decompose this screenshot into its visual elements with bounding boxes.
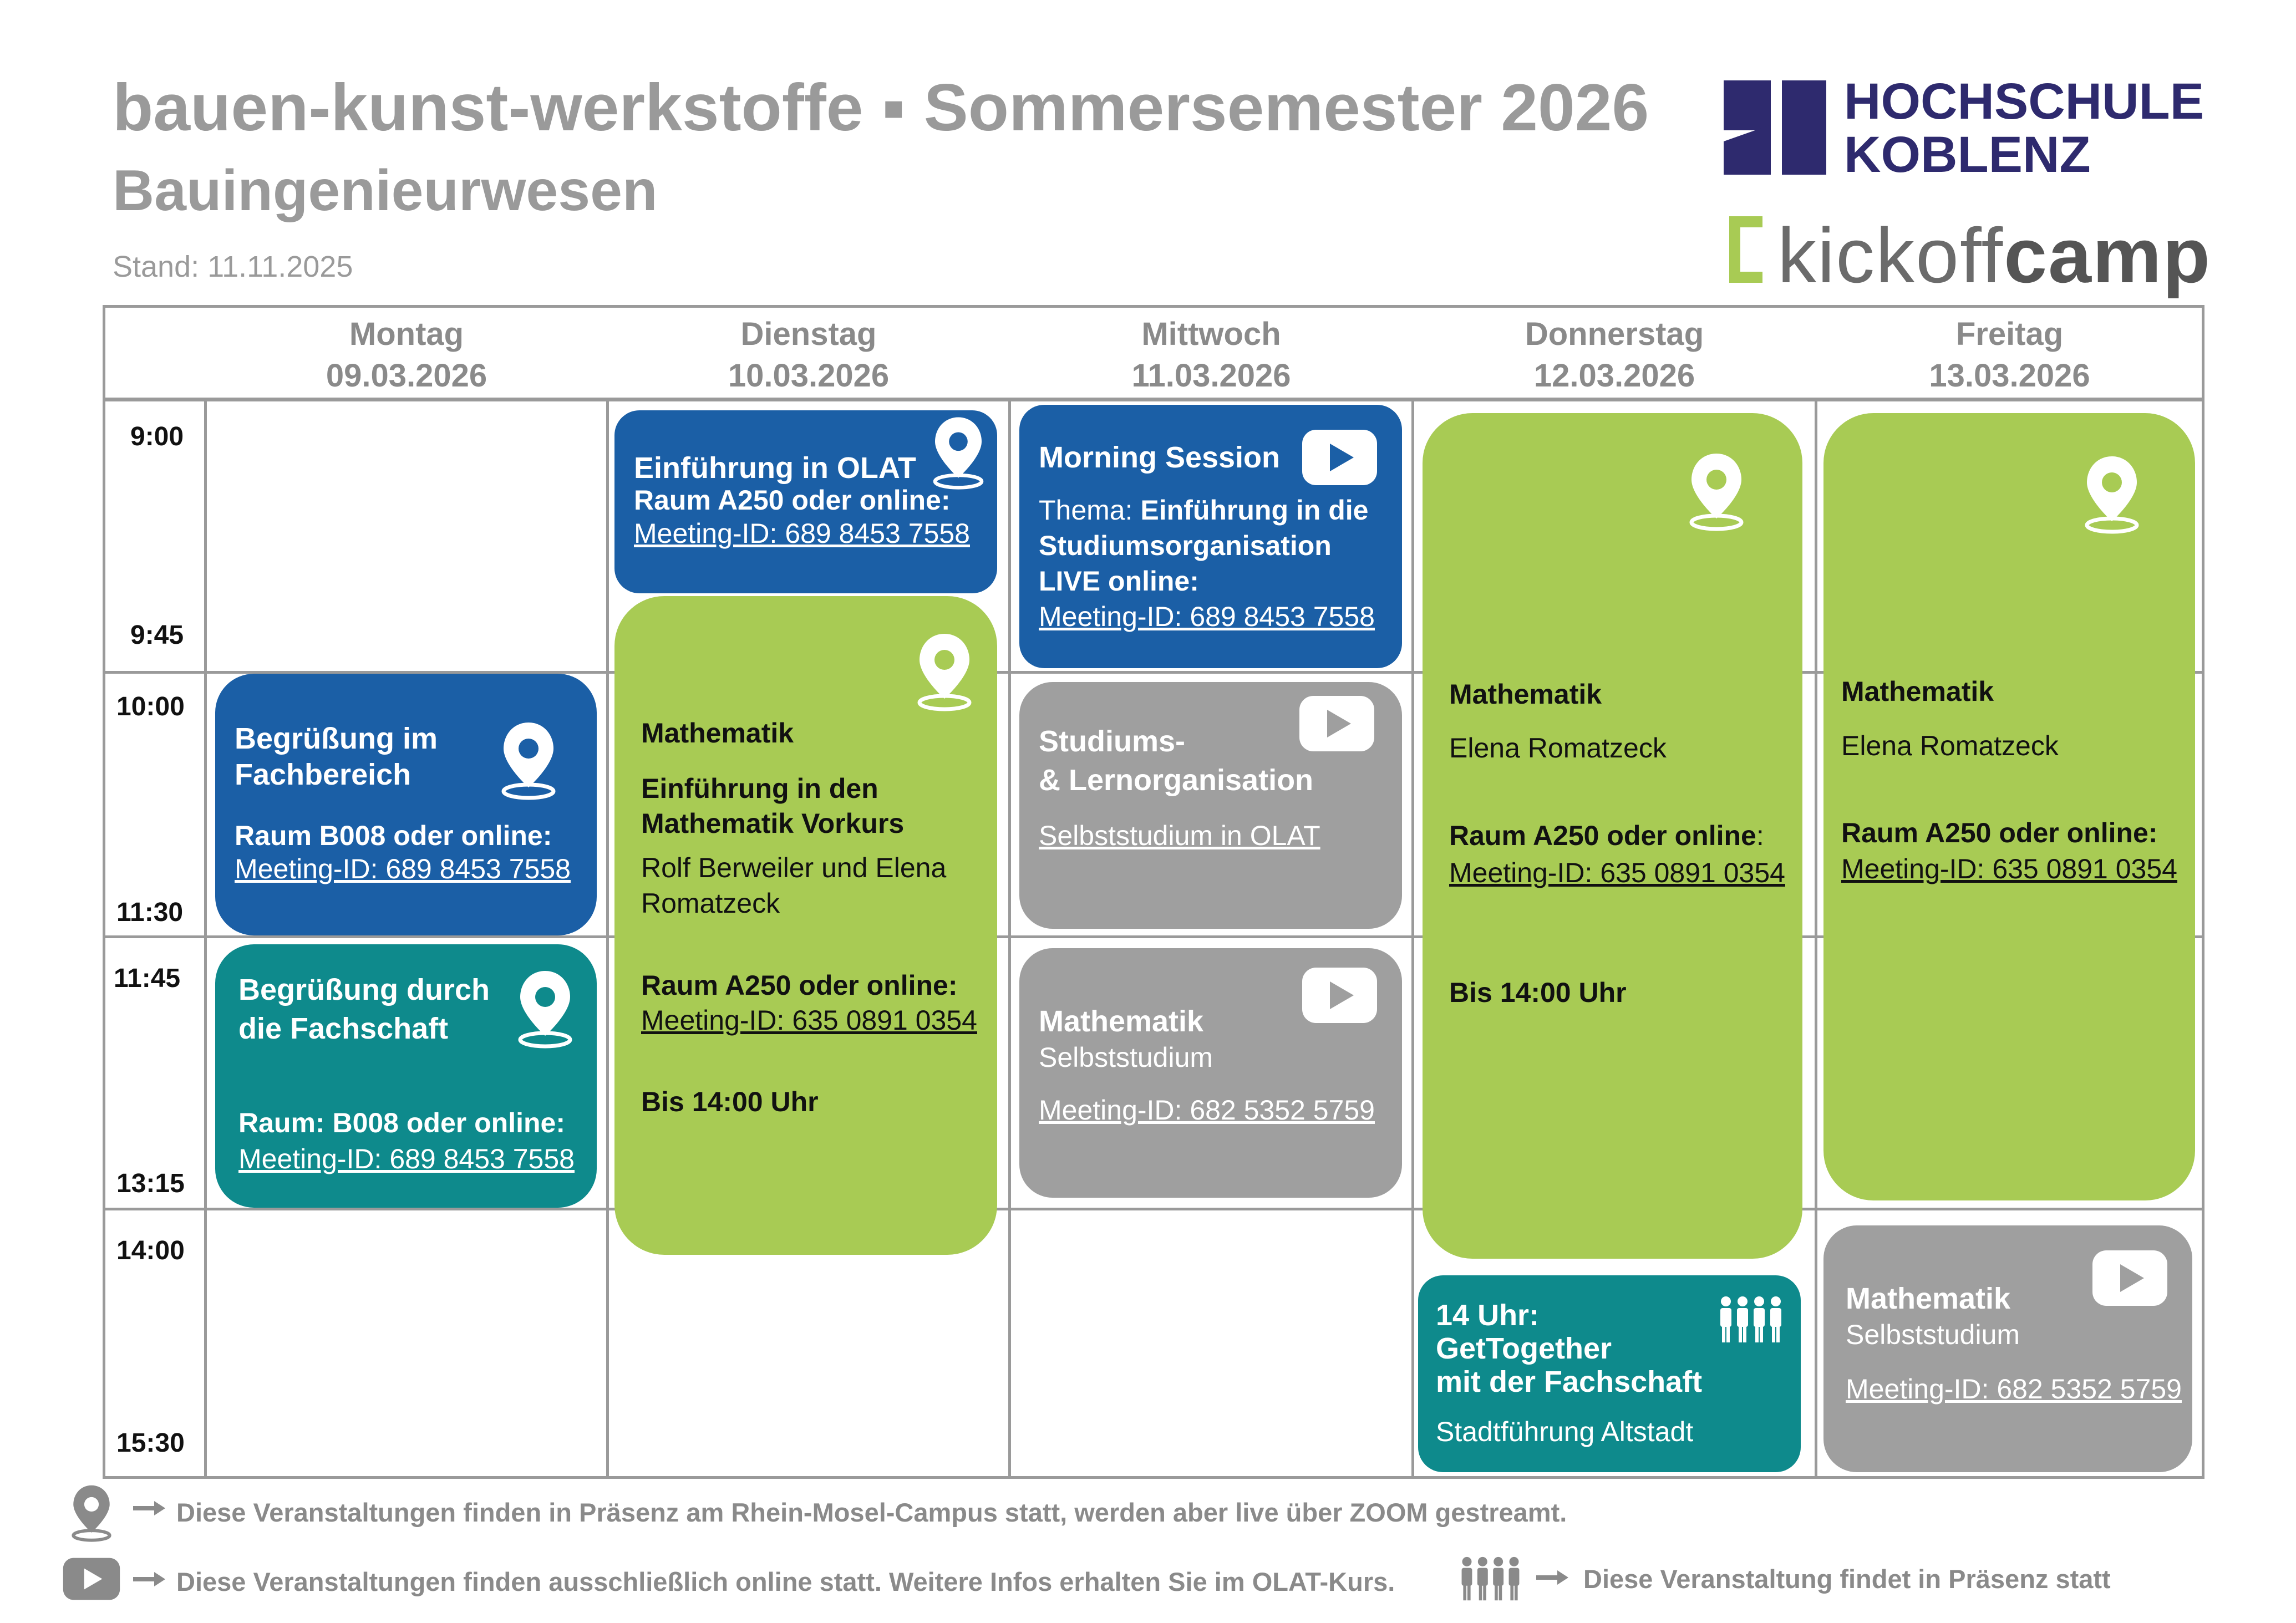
event-title: Einführung in OLAT: [634, 451, 916, 485]
location-pin-icon: [498, 718, 559, 801]
event-card-mathematik-friday[interactable]: [1823, 413, 2195, 1200]
logo-line-1: HOCHSCHULE: [1844, 73, 2204, 130]
event-end-time: Bis 14:00 Uhr: [1449, 977, 1627, 1008]
event-card-studiums-lernorganisation[interactable]: [1019, 682, 1402, 929]
table-bottom-border: [103, 1476, 2204, 1479]
time-label: 9:45: [130, 620, 184, 650]
event-room: Raum A250 oder online:: [641, 970, 958, 1001]
room-colon: :: [1756, 820, 1764, 851]
event-meeting-link[interactable]: Meeting-ID: 682 5352 5759: [1846, 1373, 2182, 1405]
day-date: 13.03.2026: [1929, 358, 2090, 394]
event-card-morning-session[interactable]: [1019, 405, 1402, 668]
time-label: 15:30: [116, 1428, 185, 1458]
day-date: 11.03.2026: [1131, 358, 1291, 394]
event-subtitle: Einführung in den: [641, 773, 878, 804]
legend-presence-stream: Diese Veranstaltungen finden in Präsenz am Rhein-Mosel-Campus statt, werden aber live über ZOOM gestreamt.: [176, 1498, 1567, 1527]
kickoff-text: kickoff: [1777, 212, 2004, 299]
arrow-right-icon: [1536, 1569, 1569, 1586]
event-title: Mathematik: [1039, 1005, 1204, 1038]
table-left-border: [103, 305, 105, 1479]
video-play-icon: [61, 1555, 122, 1602]
event-title: Mathematik: [1846, 1282, 2011, 1315]
event-lecturer: Romatzeck: [641, 888, 780, 919]
event-meeting-link[interactable]: Meeting-ID: 689 8453 7558: [634, 518, 970, 549]
event-title: Mathematik: [641, 718, 794, 749]
event-subtitle: Selbststudium: [1039, 1042, 1213, 1073]
arrow-right-icon: [133, 1500, 166, 1517]
col-border-1: [606, 399, 609, 1479]
event-title: mit der Fachschaft: [1436, 1365, 1703, 1398]
stand-date: Stand: 11.11.2025: [113, 250, 353, 283]
location-pin-icon: [515, 966, 576, 1050]
event-meeting-link[interactable]: Meeting-ID: 689 8453 7558: [238, 1143, 575, 1174]
arrow-right-icon: [133, 1571, 166, 1588]
video-play-icon: [1299, 427, 1380, 488]
event-card-mathematik-thursday[interactable]: [1423, 413, 1802, 1259]
event-room: [1449, 818, 1764, 853]
header-bottom-border: [103, 398, 2204, 401]
event-room: Raum B008 oder online:: [235, 820, 552, 851]
day-date: 12.03.2026: [1533, 358, 1695, 394]
event-title: Morning Session: [1039, 441, 1281, 474]
day-name: Freitag: [1955, 316, 2064, 352]
event-card-mathematik-selbststudium-wed[interactable]: [1019, 948, 1402, 1198]
group-people-icon: [1718, 1295, 1784, 1345]
logo-line-2: KOBLENZ: [1844, 126, 2091, 183]
location-pin-icon: [69, 1480, 114, 1544]
day-name: Donnerstag: [1525, 316, 1704, 352]
event-title: Begrüßung durch: [238, 973, 490, 1006]
room-text: Raum A250 oder online: [1449, 820, 1756, 851]
event-topic: Studiumsorganisation: [1039, 530, 1332, 561]
event-title: 14 Uhr:: [1436, 1299, 1540, 1332]
hochschule-koblenz-logo-icon: [1724, 78, 1835, 177]
col-border-3: [1411, 399, 1414, 1479]
day-header-friday: [1817, 313, 2202, 396]
legend-presence-only: Diese Veranstaltung findet in Präsenz statt: [1583, 1564, 2111, 1594]
row-border-3: [103, 1208, 2204, 1210]
col-border-4: [1815, 399, 1817, 1479]
video-play-icon: [1297, 693, 1377, 754]
topic-value: Einführung in die: [1140, 495, 1369, 526]
event-title: Fachbereich: [235, 758, 412, 791]
topic-label: Thema:: [1039, 495, 1141, 526]
time-column-border: [204, 399, 207, 1479]
group-people-icon: [1459, 1555, 1522, 1602]
event-meeting-link[interactable]: Meeting-ID: 635 0891 0354: [641, 1005, 977, 1036]
event-card-begruessung-fachschaft[interactable]: [215, 944, 597, 1208]
kickoffcamp-wordmark: [1777, 211, 2211, 301]
event-title: die Fachschaft: [238, 1012, 449, 1045]
event-live-label: LIVE online:: [1039, 566, 1199, 597]
page-title: bauen-kunst-werkstoffe ▪ Sommersemester 2026: [113, 70, 1649, 145]
day-header-thursday: [1414, 313, 1815, 396]
camp-text: camp: [2004, 212, 2211, 299]
video-play-icon: [1299, 965, 1380, 1026]
day-name: Mittwoch: [1141, 316, 1281, 352]
event-subtitle: Selbststudium: [1846, 1319, 2020, 1350]
time-label: 13:15: [116, 1169, 185, 1198]
day-header-wednesday: [1011, 313, 1411, 396]
event-meeting-link[interactable]: Meeting-ID: 689 8453 7558: [235, 853, 571, 884]
location-pin-icon: [914, 629, 975, 713]
event-title: Mathematik: [1449, 679, 1602, 710]
location-pin-icon: [928, 413, 989, 491]
event-room: Raum A250 oder online:: [634, 485, 951, 516]
event-title: Mathematik: [1841, 676, 1994, 707]
event-title: Studiums-: [1039, 725, 1185, 758]
event-end-time: Bis 14:00 Uhr: [641, 1086, 819, 1117]
event-title: & Lernorganisation: [1039, 764, 1314, 797]
event-subtitle: Mathematik Vorkurs: [641, 808, 905, 839]
event-card-gettogether[interactable]: [1418, 1275, 1801, 1472]
time-label: 10:00: [116, 692, 185, 721]
table-top-border: [103, 305, 2204, 308]
day-date: 10.03.2026: [728, 358, 890, 394]
event-room: Raum A250 oder online:: [1841, 817, 2158, 848]
event-card-begruessung-fachbereich[interactable]: [215, 674, 597, 935]
legend-online-only: Diese Veranstaltungen finden ausschließlich online statt. Weitere Infos erhalten Sie im OLAT-Kurs.: [176, 1567, 1395, 1596]
video-play-icon: [2090, 1248, 2170, 1309]
event-title: Begrüßung im: [235, 722, 438, 755]
day-name: Montag: [349, 316, 464, 352]
hochschule-koblenz-wordmark: [1844, 75, 2204, 181]
page-subtitle: Bauingenieurwesen: [113, 159, 658, 223]
event-lecturer: Elena Romatzeck: [1841, 730, 2059, 761]
event-meeting-link[interactable]: Meeting-ID: 689 8453 7558: [1039, 601, 1375, 632]
time-label: 11:45: [114, 964, 181, 993]
event-card-mathematik-vorkurs[interactable]: [614, 596, 997, 1255]
event-link[interactable]: Selbststudium in OLAT: [1039, 820, 1320, 851]
event-lecturer: Rolf Berweiler und Elena: [641, 852, 947, 883]
event-meeting-link[interactable]: Meeting-ID: 682 5352 5759: [1039, 1095, 1375, 1126]
day-header-tuesday: [609, 313, 1008, 396]
event-card-mathematik-selbststudium-fri[interactable]: [1823, 1225, 2192, 1472]
event-subtitle: Stadtführung Altstadt: [1436, 1416, 1694, 1447]
table-right-border: [2202, 305, 2204, 1479]
location-pin-icon: [2081, 452, 2142, 535]
location-pin-icon: [1686, 449, 1747, 532]
event-meeting-link[interactable]: Meeting-ID: 635 0891 0354: [1841, 853, 2177, 884]
event-lecturer: Elena Romatzeck: [1449, 732, 1667, 764]
kickoffcamp-bracket-icon: [1724, 213, 1768, 286]
event-room: Raum: B008 oder online:: [238, 1107, 565, 1138]
event-meeting-link[interactable]: Meeting-ID: 635 0891 0354: [1449, 857, 1785, 888]
day-date: 09.03.2026: [326, 358, 487, 394]
event-card-einfuehrung-olat[interactable]: [614, 410, 997, 593]
day-header-monday: [207, 313, 606, 396]
time-label: 14:00: [116, 1236, 185, 1265]
time-label: 11:30: [116, 898, 184, 927]
event-topic: [1039, 492, 1368, 528]
time-label: 9:00: [130, 422, 184, 451]
day-name: Dienstag: [740, 316, 877, 352]
event-title: GetTogether: [1436, 1332, 1612, 1365]
col-border-2: [1008, 399, 1011, 1479]
